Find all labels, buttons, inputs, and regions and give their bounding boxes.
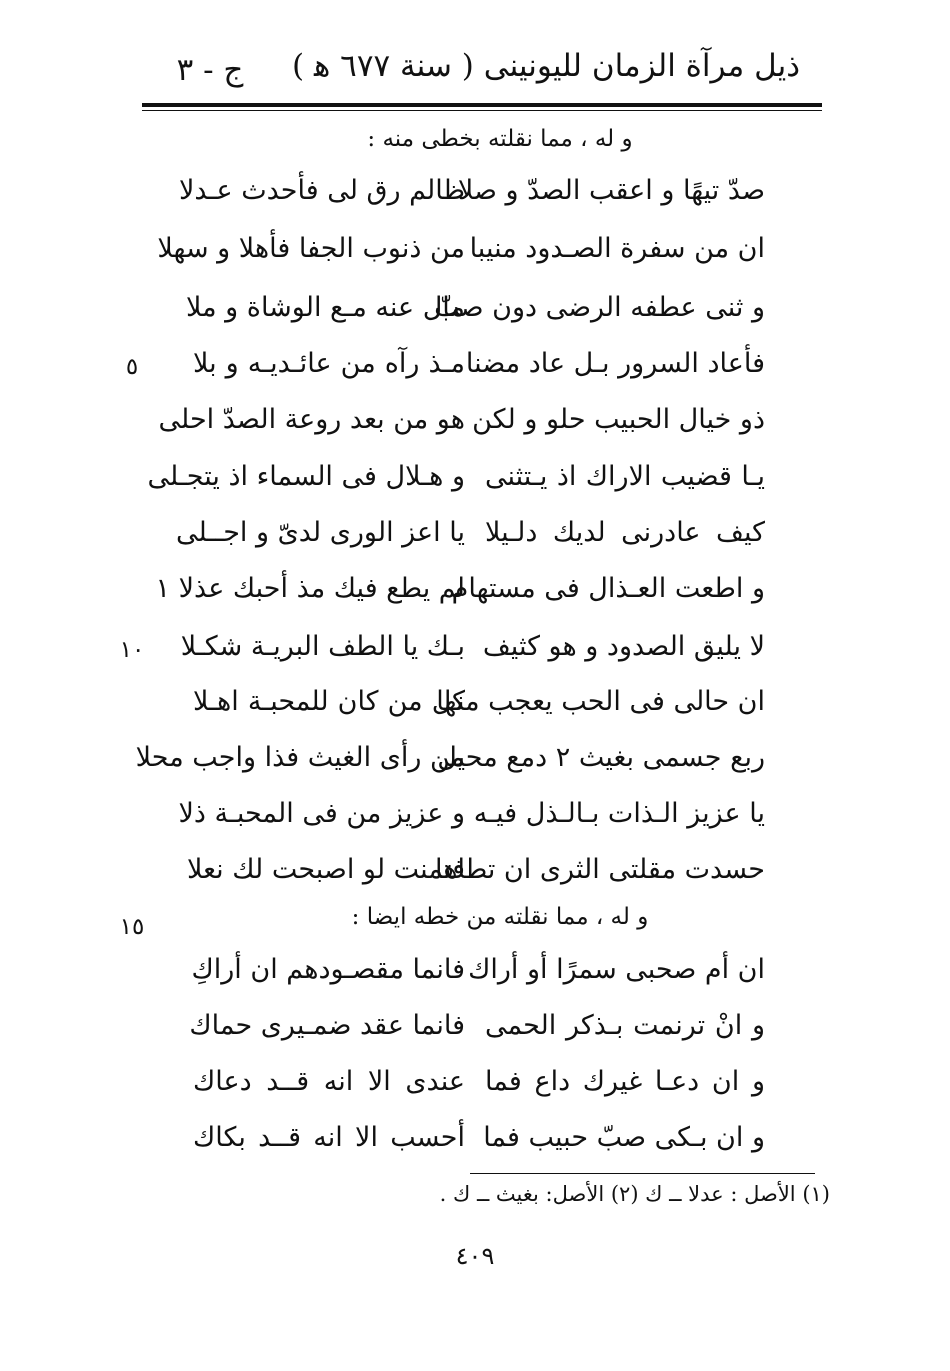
verse-first-hemistich: كيف عادرنى لديك دلـيلا bbox=[485, 517, 765, 548]
verse-second-hemistich: لم يطع فيك مذ أحبك عذلا ١ bbox=[155, 573, 465, 604]
verse-second-hemistich: يا اعز الورى لدىّ و اجــلى bbox=[175, 517, 465, 548]
header-rule-thick bbox=[142, 103, 822, 107]
header-volume: ج - ٣ bbox=[176, 52, 244, 88]
line-number-5: ٥ bbox=[125, 354, 139, 380]
verse-second-hemistich: مـذ رآه من عائـديـه و بلا bbox=[193, 348, 465, 379]
verse-first-hemistich: يا عزيز الـذات بـالـذل فيـه bbox=[473, 798, 765, 829]
header-rule-thin bbox=[142, 110, 822, 111]
verse-second-hemistich: من رأى الغيث فذا واجب محلا bbox=[135, 742, 465, 773]
verse-first-hemistich: ان من سفرة الصـدود منيبا bbox=[469, 233, 765, 264]
page-number: ٤٠٩ bbox=[455, 1242, 495, 1270]
verse-first-hemistich: و ان دعـا غيرك داع فما bbox=[485, 1066, 765, 1097]
verse-second-hemistich: من ذنوب الجفا فأهلا و سهلا bbox=[157, 233, 465, 264]
verse-second-hemistich: كل من كان للمحبـة اهـلا bbox=[193, 686, 465, 717]
verse-second-hemistich: بـك يا الطف البريـة شكـلا bbox=[180, 631, 465, 662]
verse-first-hemistich: ذو خيال الحبيب حلو و لكن bbox=[472, 404, 765, 435]
verse-first-hemistich: و ثنى عطفه الرضى دون صبّ bbox=[434, 292, 765, 323]
verse-second-hemistich: فانما مقصـودهم ان أراكِ bbox=[191, 954, 465, 985]
poem2-intro: و له ، مما نقلته من خطه ايضا : bbox=[351, 904, 649, 930]
footnote: (١) الأصل : عدلا ــ ك (٢) الأصل: بغيث ــ ك . bbox=[439, 1182, 830, 1206]
line-number-10: ١٠ bbox=[119, 637, 145, 663]
verse-first-hemistich: ان أم صحبى سمرًا أو أراك bbox=[468, 954, 765, 985]
footnote-rule bbox=[470, 1173, 815, 1174]
verse-second-hemistich: مال عنه مـع الوشاة و ملا bbox=[186, 292, 465, 323]
verse-first-hemistich: لا يليق الصدود و هو كثيف bbox=[482, 631, 765, 662]
verse-first-hemistich: و ان بـكى صبّ حبيب فما bbox=[483, 1122, 765, 1153]
poem1-intro: و له ، مما نقلته بخطى منه : bbox=[367, 126, 633, 152]
verse-first-hemistich: صدّ تيهًا و اعقب الصدّ و صلا bbox=[457, 175, 765, 206]
verse-second-hemistich: فانما عقد ضمـيرى حماك bbox=[189, 1010, 465, 1041]
verse-second-hemistich: هو من بعد روعة الصدّ احلى bbox=[158, 404, 465, 435]
verse-second-hemistich: و عزيز من فى المحبـة ذلا bbox=[178, 798, 465, 829]
verse-second-hemistich: و هـلال فى السماء اذ يتجـلى bbox=[147, 461, 465, 492]
header-title: ذيل مرآة الزمان لليونينى ( سنة ٦٧٧ ﻫ ) bbox=[292, 48, 800, 84]
verse-second-hemistich: فتمنت لو اصبحت لك نعلا bbox=[187, 854, 465, 885]
verse-second-hemistich: عندى الا انه قــد دعاك bbox=[193, 1066, 465, 1097]
verse-first-hemistich: و انْ ترنمت بـذكر الحمى bbox=[485, 1010, 765, 1041]
verse-first-hemistich: حسدت مقلتى الثرى ان تطاها bbox=[435, 854, 765, 885]
verse-first-hemistich: يـا قضيب الاراك اذ يـتثنى bbox=[485, 461, 765, 492]
verse-first-hemistich: ان حالى فى الحب يعجب منها bbox=[436, 686, 765, 717]
verse-second-hemistich: أحسب الا انه قــد بكاك bbox=[193, 1122, 465, 1153]
verse-first-hemistich: ربع جسمى بغيث ٢ دمع محيل bbox=[437, 742, 765, 773]
verse-first-hemistich: فأعاد السرور بـل عاد مضنا bbox=[465, 348, 765, 379]
verse-second-hemistich: ظالم رق لى فأحدث عـدلا bbox=[179, 175, 465, 206]
line-number-15: ١٥ bbox=[119, 914, 145, 940]
verse-first-hemistich: و اطعت العـذال فى مستهام bbox=[451, 573, 765, 604]
